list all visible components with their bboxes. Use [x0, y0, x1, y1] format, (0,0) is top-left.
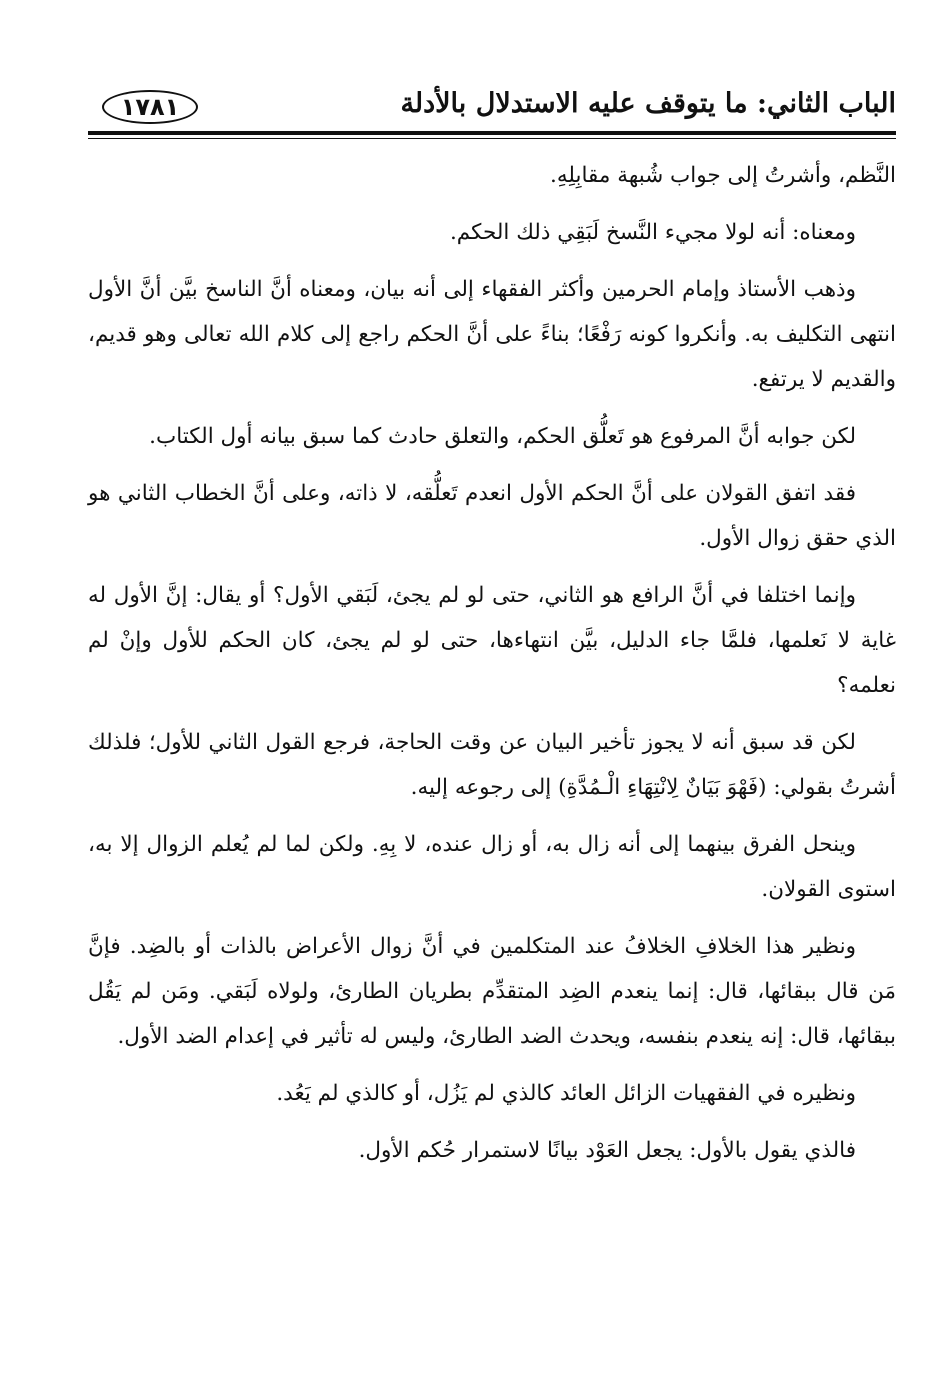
paragraph: النَّظم، وأشرتُ إلى جواب شُبهة مقابِلِهِ.	[550, 163, 896, 188]
header-rule-thin	[88, 138, 896, 139]
paragraph: وإنما اختلفا في أنَّ الرافع هو الثاني، حتى لو لم يجئ، لَبَقي الأول؟ أو يقال: إنَّ الأول له غاية لا نَعلمها، فلمَّا جاء الدليل، بيَّن انتهاءها، حتى لو لم يجئ، كان الحكم للأول وإنْ لم نعلمه؟	[88, 583, 896, 698]
paragraph: ونظيره في الفقهيات الزائل العائد كالذي لم يَزُل، أو كالذي لم يَعُد.	[276, 1081, 856, 1106]
paragraph: ومعناه: أنه لولا مجيء النَّسخ لَبَقِي ذلك الحكم.	[449, 220, 856, 245]
body-text	[88, 153, 896, 1173]
paragraph: فالذي يقول بالأول: يجعل العَوْد بيانًا لاستمرار حُكم الأول.	[358, 1138, 856, 1163]
header-rule-thick	[88, 131, 896, 135]
paragraph: وينحل الفرق بينهما إلى أنه زال به، أو زال عنده، لا بِهِ. ولكن لما لم يُعلم الزوال إلا به، استوى القولان.	[88, 832, 896, 902]
paragraph: لكن جوابه أنَّ المرفوع هو تَعلُّق الحكم، والتعلق حادث كما سبق بيانه أول الكتاب.	[149, 424, 856, 449]
chapter-title: الباب الثاني: ما يتوقف عليه الاستدلال بالأدلة	[400, 88, 896, 119]
paragraph: لكن قد سبق أنه لا يجوز تأخير البيان عن وقت الحاجة، فرجع القول الثاني للأول؛ فلذلك أشرتُ بقولي: (فَهْوَ بَيَانٌ لِانْتِهَاءِ الْـمُدَّةِ) إلى رجوعه إليه.	[88, 730, 896, 800]
paragraph: وذهب الأستاذ وإمام الحرمين وأكثر الفقهاء إلى أنه بيان، ومعناه أنَّ الناسخ بيَّن أنَّ الأول انتهى التكليف به. وأنكروا كونه رَفْعًا؛ بناءً على أنَّ الحكم راجع إلى كلام الله تعالى وهو قديم، والقديم لا يرتفع.	[88, 277, 896, 392]
running-header	[88, 78, 896, 128]
document-page	[88, 78, 896, 1185]
page-number: ١٧٨١	[102, 90, 198, 124]
paragraph: فقد اتفق القولان على أنَّ الحكم الأول انعدم تَعلُّقه، لا ذاته، وعلى أنَّ الخطاب الثاني هو الذي حقق زوال الأول.	[88, 481, 896, 551]
paragraph: ونظير هذا الخلافِ الخلافُ عند المتكلمين في أنَّ زوال الأعراض بالذات أو بالضِد. فإنَّ مَن قال ببقائها، قال: إنما ينعدم الضِد المتقدِّم بطريان الطارئ، ولولاه لَبَقي. ومَن لم يَقُل ببقائها، قال: إنه ينعدم بنفسه، ويحدث الضد الطارئ، وليس له تأثير في إعدام الضد الأول.	[88, 934, 896, 1049]
